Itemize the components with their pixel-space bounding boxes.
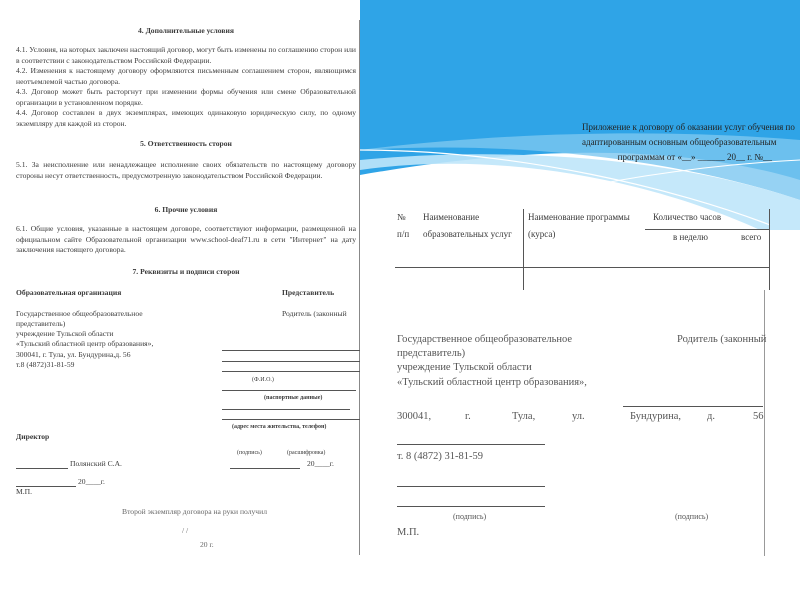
- blank-line: [222, 361, 360, 362]
- address-part: Бундурина,: [630, 411, 682, 422]
- director-name: Полянский С.А.: [70, 459, 122, 468]
- clause-4-2: 4.2. Изменения к настоящему договору оформляются письменным соглашением сторон, являющимся неотъемлемой частью договора.: [16, 66, 356, 86]
- header-week: в неделю: [673, 232, 708, 242]
- header-service: образовательных услуг: [423, 229, 512, 239]
- org-line: учреждение Тульской области: [16, 329, 114, 338]
- second-copy-note: Второй экземпляр договора на руки получил: [122, 507, 267, 516]
- clause-5-1: 5.1. За неисполнение или ненадлежащее исполнение своих обязательств по настоящему договору стороны несут ответственность, предусмотренную законодательством Российской Федерации.: [16, 160, 356, 180]
- signature-line: [16, 468, 68, 469]
- org-line: учреждение Тульской области: [397, 362, 532, 373]
- org-line: Государственное общеобразовательное: [16, 309, 143, 318]
- section-4-heading: 4. Дополнительные условия: [137, 26, 235, 35]
- address-part: д.: [707, 411, 715, 422]
- address-part: г.: [465, 411, 471, 422]
- appendix-line: адаптированным основным общеобразовательным: [582, 137, 777, 147]
- org-line: 300041, г. Тула, ул. Бундурина,д. 56: [16, 350, 131, 359]
- org-line: Государственное общеобразовательное: [397, 334, 573, 345]
- header-program: (курса): [528, 229, 556, 239]
- clause-4-4: 4.4. Договор составлен в двух экземплярах, имеющих одинаковую юридическую силу, по одному экземпляру для каждой из сторон.: [16, 108, 356, 128]
- org-line: т.8 (4872)31-81-59: [16, 360, 75, 369]
- org-line: «Тульский областной центр образования»,: [16, 339, 154, 348]
- left-document-image: [12, 20, 360, 555]
- phone: т. 8 (4872) 31-81-59: [397, 451, 484, 462]
- blank-line: [222, 371, 360, 372]
- clause-4-1: 4.1. Условия, на которых заключен настоящий договор, могут быть изменены по соглашению сторон или в соответствии с законодательством Российской Федерации.: [16, 45, 356, 65]
- section-6-heading: 6. Прочие условия: [154, 205, 218, 214]
- clause-6-1: 6.1. Общие условия, указанные в настоящем договоре, соответствуют информации, размещенной на официальном сайте Образовательной организации www.school-deaf71.ru в сети "Интернет" на дату заключения настоящего договора.: [16, 224, 356, 255]
- header-total: всего: [741, 232, 762, 242]
- address-hint: (адрес места жительства, телефон): [232, 424, 327, 430]
- date-left: 20____г.: [78, 477, 105, 486]
- address-part: Тула,: [512, 411, 536, 422]
- org-line: представитель): [397, 348, 466, 359]
- date-bottom: 20 г.: [200, 540, 214, 549]
- fio-hint: (Ф.И.О.): [252, 377, 274, 383]
- header-num: п/п: [397, 229, 410, 239]
- header-hours: Количество часов: [653, 212, 722, 222]
- mp-label: М.П.: [397, 527, 420, 538]
- parent-label: Родитель (законный: [677, 334, 767, 345]
- decode-hint: (расшифровка): [287, 450, 326, 456]
- section-5-heading: 5. Ответственность сторон: [140, 139, 232, 148]
- slashes: / /: [182, 526, 189, 535]
- appendix-line: Приложение к договору об оказании услуг обучения по: [582, 122, 795, 132]
- org-line: представитель): [16, 319, 66, 328]
- sign-hint-right: (подпись): [675, 512, 709, 521]
- sign-hint-left: (подпись): [453, 512, 487, 521]
- blank-line: [222, 350, 360, 351]
- blank-line: [222, 409, 350, 410]
- address-part: 56: [753, 411, 764, 422]
- address-part: 300041,: [397, 411, 432, 422]
- appendix-heading: [582, 120, 795, 165]
- mp-label: М.П.: [16, 487, 33, 496]
- address-part: ул.: [572, 411, 585, 422]
- director-label: Директор: [16, 432, 50, 441]
- blank-line: [222, 419, 360, 420]
- date-right: 20____г.: [307, 459, 334, 468]
- services-table: [395, 205, 770, 290]
- section-7-heading: 7. Реквизиты и подписи сторон: [132, 267, 240, 276]
- clause-4-3: 4.3. Договор может быть расторгнут при изменении формы обучения или смене Образовательной организации в установленном порядке.: [16, 87, 356, 107]
- blank-line: [222, 390, 356, 391]
- sign-hint: (подпись): [237, 450, 262, 456]
- representative-label: Представитель: [282, 288, 335, 297]
- right-document-image: [385, 290, 765, 556]
- header-program: Наименование программы: [528, 212, 630, 222]
- parent-label: Родитель (законный: [282, 309, 347, 318]
- passport-hint: (паспортные данные): [264, 395, 323, 401]
- signature-line: [230, 468, 300, 469]
- header-service: Наименование: [423, 212, 480, 222]
- org-line: «Тульский областной центр образования»,: [397, 377, 587, 388]
- org-label: Образовательная организация: [16, 288, 122, 297]
- header-num: №: [397, 212, 406, 222]
- appendix-line: программам от «__» ______ 20__ г. №__: [617, 152, 772, 162]
